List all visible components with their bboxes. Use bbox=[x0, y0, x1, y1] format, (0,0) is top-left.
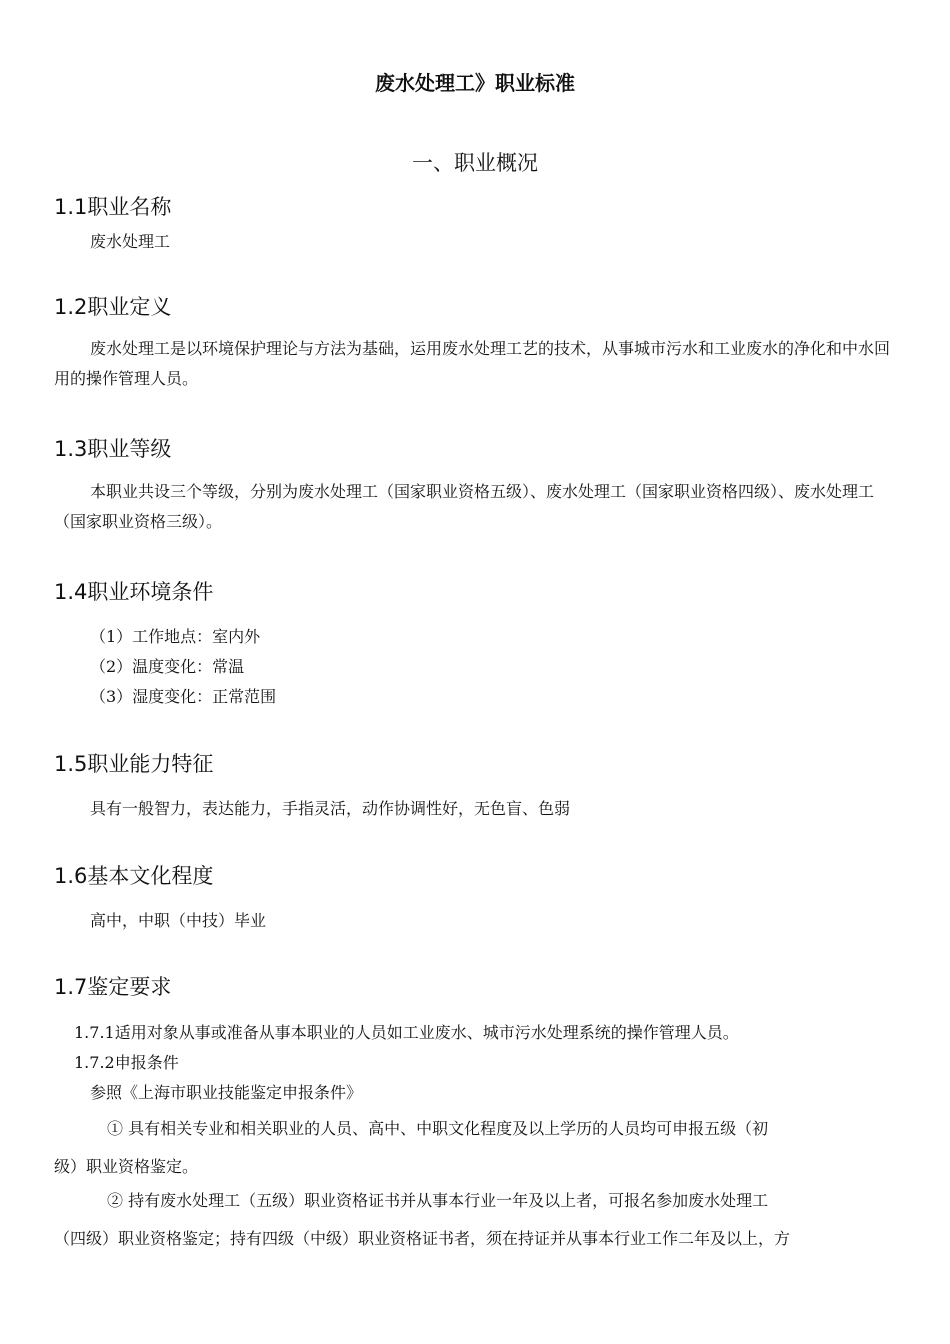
section-heading-1-1: 1.1职业名称 bbox=[54, 195, 172, 219]
section-heading-1-7: 1.7鉴定要求 bbox=[54, 975, 172, 999]
list-item: （1）工作地点：室内外 bbox=[90, 627, 261, 646]
section-text-1-5: 具有一般智力，表达能力，手指灵活，动作协调性好，无色盲、色弱 bbox=[90, 799, 571, 818]
subsection-1-7-2: 1.7.2申报条件 bbox=[74, 1053, 179, 1072]
section-text-1-3: 本职业共设三个等级，分别为废水处理工（国家职业资格五级）、废水处理工（国家职业资格四级）、废水处理工（国家职业资格三级）。 bbox=[54, 482, 875, 531]
condition-2-line-1: ② 持有废水处理工（五级）职业资格证书并从事本行业一年及以上者，可报名参加废水处理工 bbox=[107, 1191, 769, 1210]
section-heading-1-6: 1.6基本文化程度 bbox=[54, 864, 214, 888]
section-text-1-6: 高中，中职（中技）毕业 bbox=[90, 911, 267, 930]
section-text-1-2: 废水处理工是以环境保护理论与方法为基础，运用废水处理工艺的技术，从事城市污水和工业废水的净化和中水回用的操作管理人员。 bbox=[54, 339, 891, 388]
section-heading-1-4: 1.4职业环境条件 bbox=[54, 580, 214, 604]
chapter-heading: 一、职业概况 bbox=[412, 151, 538, 175]
condition-1-line-1: ① 具有相关专业和相关职业的人员、高中、中职文化程度及以上学历的人员均可申报五级（初 bbox=[107, 1119, 769, 1138]
reference-line: 参照《上海市职业技能鉴定申报条件》 bbox=[90, 1083, 363, 1102]
section-heading-1-5: 1.5职业能力特征 bbox=[54, 752, 214, 776]
section-heading-1-2: 1.2职业定义 bbox=[54, 295, 172, 319]
list-item: （3）湿度变化：正常范围 bbox=[90, 687, 277, 706]
document-title: 废水处理工》职业标准 bbox=[375, 71, 575, 95]
list-item: （2）温度变化：常温 bbox=[90, 657, 245, 676]
condition-1-line-2: 级）职业资格鉴定。 bbox=[54, 1157, 199, 1176]
subsection-1-7-1: 1.7.1适用对象从事或准备从事本职业的人员如工业废水、城市污水处理系统的操作管理人员。 bbox=[74, 1023, 739, 1042]
section-text-1-1: 废水处理工 bbox=[90, 232, 171, 251]
condition-2-line-2: （四级）职业资格鉴定；持有四级（中级）职业资格证书者，须在持证并从事本行业工作二年及以上，方 bbox=[54, 1229, 791, 1248]
section-heading-1-3: 1.3职业等级 bbox=[54, 437, 172, 461]
